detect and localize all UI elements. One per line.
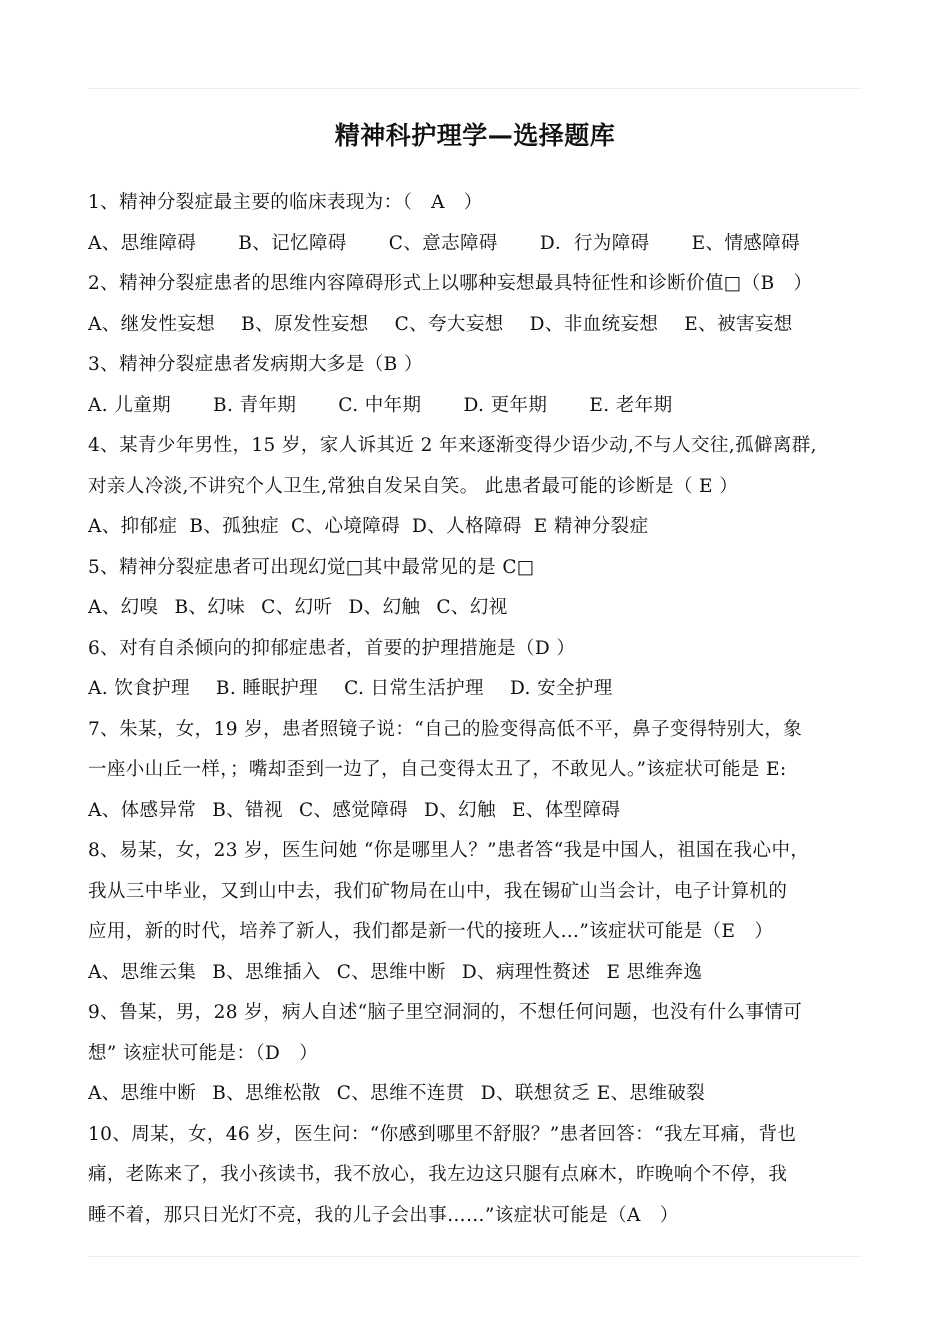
question-6: 6、对有自杀倾向的抑郁症患者，首要的护理措施是（D ） <box>88 637 576 659</box>
option: D、人格障碍 <box>412 516 522 537</box>
option: D. 更年期 <box>463 394 548 416</box>
option: C、幻视 <box>436 597 508 618</box>
option: D、幻触 <box>424 799 496 821</box>
question-10-line-2: 痛，老陈来了，我小孩读书，我不放心，我左边这只腿有点麻木，昨晚响个不停，我 <box>88 1164 788 1185</box>
option: A、思维中断 <box>88 1083 197 1104</box>
option: A、思维云集 <box>88 961 197 983</box>
option: A、幻嗅 <box>88 597 159 618</box>
question-4-line-1: 4、某青少年男性，15 岁，家人诉其近 2 年来逐渐变得少语少动,不与人交往,孤僻离群, <box>88 435 817 456</box>
option: E、被害妄想 <box>684 313 793 335</box>
question-1: 1、精神分裂症最主要的临床表现为：（ A ） <box>88 192 483 213</box>
options-8 <box>88 953 868 994</box>
option: B、思维松散 <box>212 1083 321 1104</box>
option: D. 安全护理 <box>509 678 613 699</box>
option: E. 老年期 <box>589 394 673 416</box>
option: B、思维插入 <box>212 961 321 983</box>
option: B、孤独症 <box>189 516 279 537</box>
option: B、幻味 <box>174 597 246 618</box>
option: A、抑郁症 <box>88 516 178 537</box>
question-7-line-1: 7、朱某，女，19 岁，患者照镜子说：“自己的脸变得高低不平，鼻子变得特别大，象 <box>88 718 803 740</box>
options-5 <box>88 588 868 629</box>
option: D、幻触 <box>348 597 421 618</box>
question-8-line-3: 应用，新的时代，培养了新人，我们都是新一代的接班人…”该症状可能是（E ） <box>88 921 774 942</box>
options-7 <box>88 791 868 832</box>
option: D、非血统妄想 <box>529 313 659 335</box>
option: C、感觉障碍 <box>298 799 409 821</box>
option: C. 中年期 <box>338 394 422 416</box>
page-title: 精神科护理学—选择题库 <box>334 121 616 150</box>
options-2 <box>88 305 868 346</box>
option: A. 饮食护理 <box>88 678 190 699</box>
options-3 <box>88 386 868 427</box>
question-7-line-2: 一座小山丘一样，；嘴却歪到一边了，自己变得太丑了，不敢见人。”该症状可能是 E: <box>88 759 787 780</box>
question-4-line-2: 对亲人冷淡,不讲究个人卫生,常独自发呆自笑。 此患者最可能的诊断是（ E ） <box>88 475 739 497</box>
option: A. 儿童期 <box>88 394 172 416</box>
option: D、联想贫乏 E、思维破裂 <box>480 1083 706 1104</box>
option: C、意志障碍 <box>388 232 498 254</box>
option: C、思维不连贯 <box>336 1083 465 1104</box>
options-4 <box>88 507 868 548</box>
question-2: 2、精神分裂症患者的思维内容障碍形式上以哪种妄想最具特征性和诊断价值□（B ） <box>88 273 813 294</box>
question-10-line-1: 10、周某，女，46 岁，医生问：“你感到哪里不舒服？”患者回答：“我左耳痛，背也 <box>88 1123 797 1145</box>
question-5: 5、精神分裂症患者可出现幻觉□其中最常见的是 C□ <box>88 556 535 578</box>
option: E 思维奔逸 <box>606 961 703 983</box>
option: E、体型障碍 <box>511 799 621 821</box>
options-6 <box>88 669 868 710</box>
top-divider <box>88 88 862 89</box>
option: C、思维中断 <box>336 961 446 983</box>
option: B. 青年期 <box>213 394 297 416</box>
question-8-line-1: 8、易某，女，23 岁，医生问她 “你是哪里人？”患者答“我是中国人，祖国在我心中， <box>88 840 810 861</box>
option: A、思维障碍 <box>88 232 197 254</box>
option: E 精神分裂症 <box>533 516 649 537</box>
option: C. 日常生活护理 <box>344 678 484 699</box>
options-9 <box>88 1074 868 1115</box>
option: B、原发性妄想 <box>241 313 369 335</box>
question-8-line-2: 我从三中毕业，又到山中去，我们矿物局在山中，我在锡矿山当会计，电子计算机的 <box>88 880 788 902</box>
option: D．行为障碍 <box>539 232 650 254</box>
option: E、情感障碍 <box>691 232 800 254</box>
option: A、体感异常 <box>88 799 197 821</box>
option: C、幻听 <box>261 597 333 618</box>
question-10-line-3: 睡不着，那只日光灯不亮，我的儿子会出事……”该症状可能是（A ） <box>88 1204 679 1226</box>
bottom-divider <box>88 1256 862 1257</box>
question-9-line-1: 9、鲁某，男，28 岁，病人自述“脑子里空洞洞的，不想任何问题，也没有什么事情可 <box>88 1002 803 1023</box>
question-list <box>88 183 868 1236</box>
option: B. 睡眠护理 <box>215 678 319 699</box>
question-9-line-2: 想” 该症状可能是：（D ） <box>88 1042 319 1064</box>
option: C、心境障碍 <box>290 516 401 537</box>
option: B、错视 <box>212 799 283 821</box>
options-1 <box>88 224 868 265</box>
option: A、继发性妄想 <box>88 313 216 335</box>
option: D、病理性赘述 <box>461 961 591 983</box>
option: C、夸大妄想 <box>394 313 504 335</box>
option: B、记忆障碍 <box>238 232 347 254</box>
question-3: 3、精神分裂症患者发病期大多是（B ） <box>88 354 423 375</box>
